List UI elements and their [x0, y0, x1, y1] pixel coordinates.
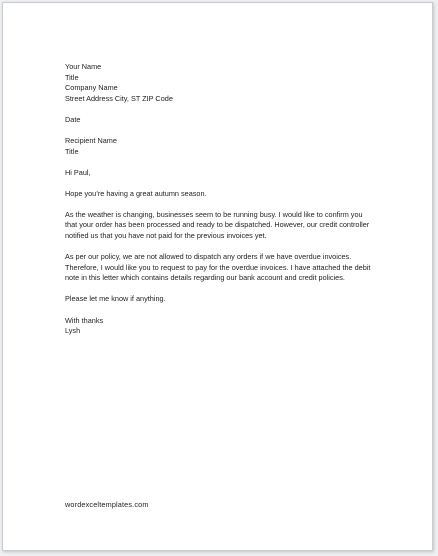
sender-title: Title — [65, 72, 79, 82]
paragraph-line: Hope you’re having a great autumn season. — [65, 188, 207, 198]
paragraph-4 — [65, 294, 395, 305]
sender-address: Street Address City, ST ZIP Code — [65, 93, 173, 103]
paragraph-2 — [65, 210, 395, 242]
footer-watermark: wordexceltemplates.com — [65, 500, 149, 509]
paragraph-line: Therefore, I would like you to request to pay for the overdue invoices. I have attached the debit — [65, 262, 371, 272]
paragraph-line: As the weather is changing, businesses seem to be running busy. I would like to confirm you — [65, 209, 363, 219]
letter-date: Date — [65, 114, 81, 124]
paragraph-1 — [65, 189, 395, 200]
date-block — [65, 115, 395, 126]
letter-body — [65, 62, 395, 347]
greeting: Hi Paul, — [65, 167, 91, 177]
paragraph-3 — [65, 252, 395, 284]
closing: With thanks — [65, 315, 104, 325]
paragraph-line: notified us that you have not paid for the previous invoices yet. — [65, 231, 267, 241]
sender-company: Company Name — [65, 83, 118, 93]
paragraph-line: note in this letter which contains details regarding our bank account and credit policies. — [65, 273, 345, 283]
paragraph-line: Please let me know if anything. — [65, 294, 166, 304]
paragraph-line: As per our policy, we are not allowed to dispatch any orders if we have overdue invoices. — [65, 252, 352, 262]
recipient-title: Title — [65, 146, 79, 156]
signature: Lysh — [65, 326, 81, 336]
letter-page — [2, 2, 433, 551]
sender-block — [65, 62, 395, 104]
recipient-name: Recipient Name — [65, 135, 117, 145]
paragraph-line: that your order has been processed and ready to be dispatched. However, our credit controller — [65, 220, 370, 230]
sender-name: Your Name — [65, 62, 102, 71]
greeting-block — [65, 168, 395, 179]
recipient-block — [65, 136, 395, 157]
signoff-block — [65, 316, 395, 337]
